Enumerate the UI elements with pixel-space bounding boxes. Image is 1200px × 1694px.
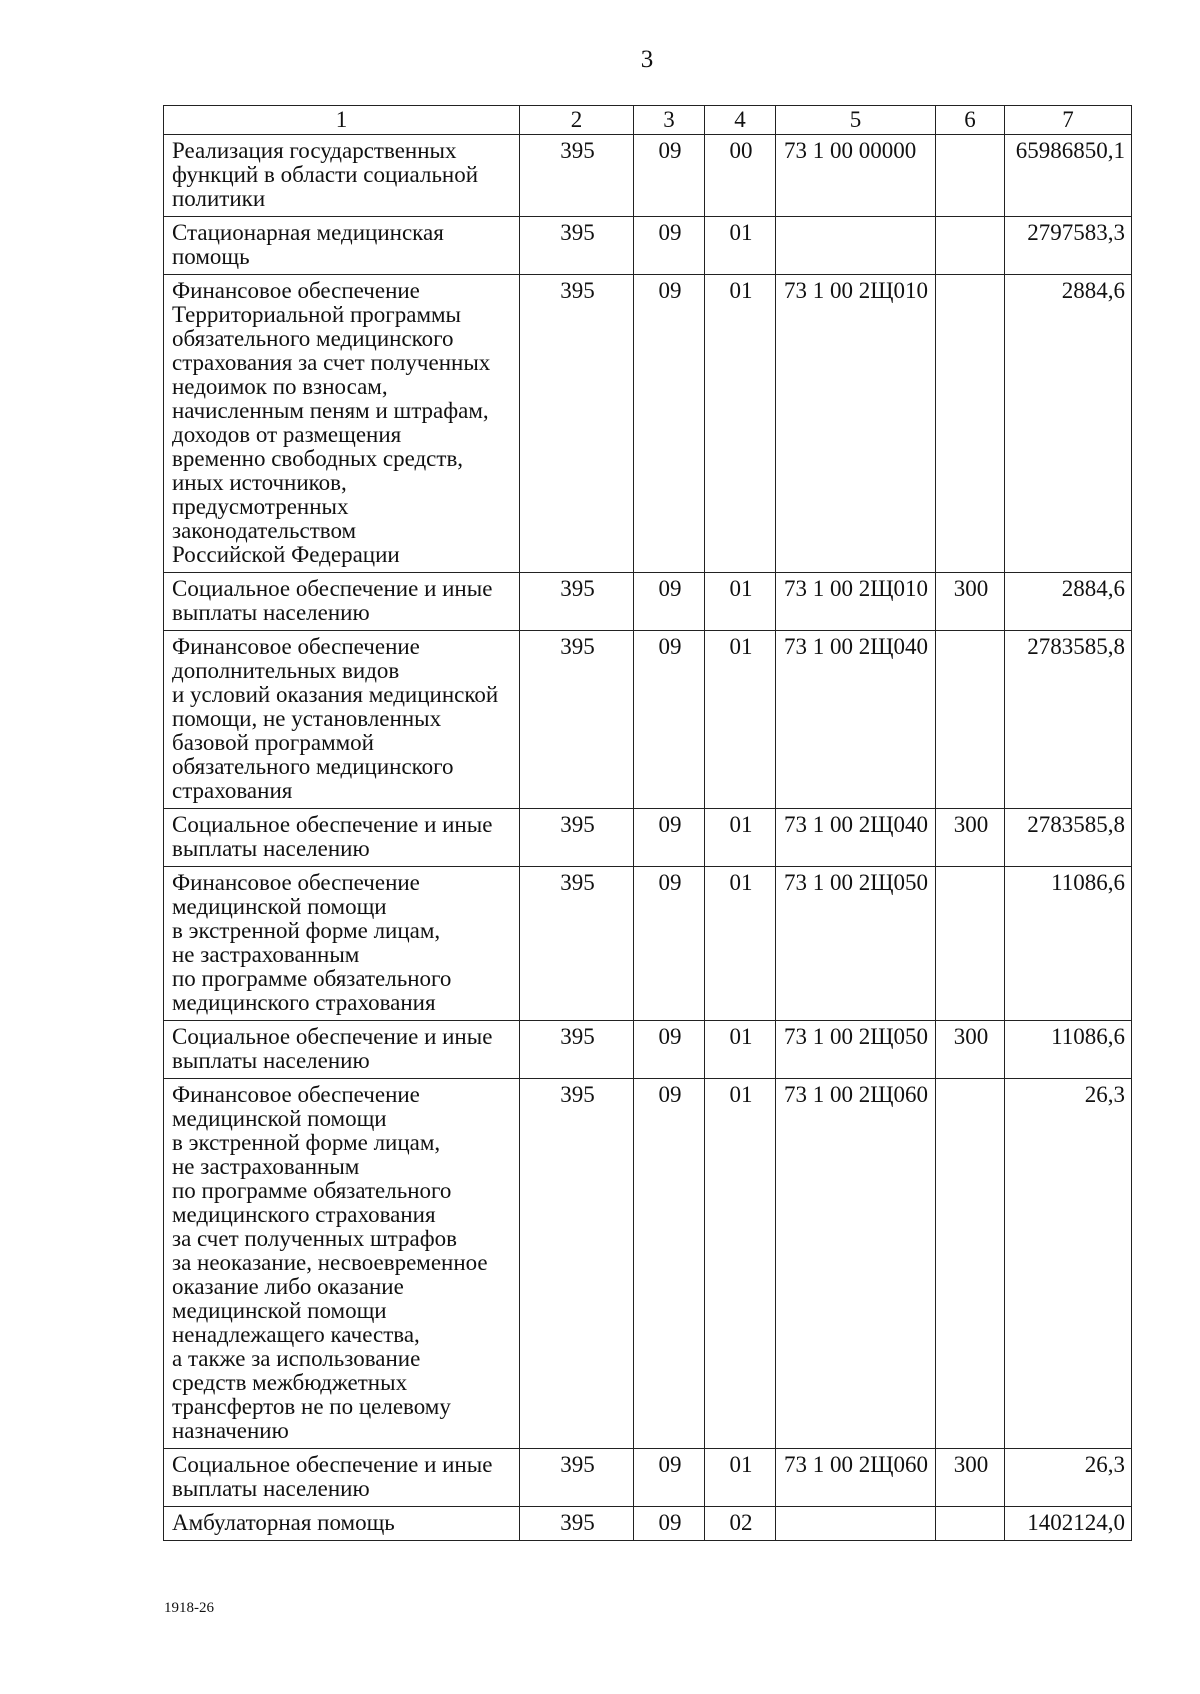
row-name-text: Финансовое обеспечение медицинской помощи в экстренной форме лицам, не застрахованным по программе обязательного медицинского страхования за счет полученных штрафов за неоказание, несвоевременное оказание либо оказание медицинской помощи ненадлежащего качества, а также за использование средств межбюджетных трансфертов не по целевому назначению [172, 1082, 488, 1443]
row-target-article-cell [776, 1507, 936, 1541]
header-col-6: 6 [936, 106, 1005, 135]
row-subsection-cell: 01 [705, 573, 776, 631]
row-name-cell [164, 217, 520, 275]
row-name-text: Финансовое обеспечение Территориальной программы обязательного медицинского страхования за счет полученных недоимок по взносам, начисленным пеням и штрафам, доходов от размещения временно свободных средств, иных источников, предусмотренных законодательством Российской Федерации [172, 278, 491, 567]
row-amount-cell: 2884,6 [1005, 573, 1132, 631]
row-admin-code-cell: 395 [520, 809, 634, 867]
row-amount-cell: 2797583,3 [1005, 217, 1132, 275]
row-section-cell: 09 [634, 631, 705, 809]
row-target-article-cell: 73 1 00 2Щ060 [776, 1079, 936, 1449]
row-subsection-cell: 01 [705, 275, 776, 573]
row-admin-code-cell: 395 [520, 1021, 634, 1079]
row-admin-code-cell: 395 [520, 217, 634, 275]
row-section-cell: 09 [634, 275, 705, 573]
row-amount-cell: 11086,6 [1005, 1021, 1132, 1079]
header-col-4: 4 [705, 106, 776, 135]
row-target-article-cell: 73 1 00 2Щ050 [776, 867, 936, 1021]
row-section-cell: 09 [634, 1079, 705, 1449]
row-section-cell: 09 [634, 1507, 705, 1541]
row-admin-code-cell: 395 [520, 573, 634, 631]
table-row [164, 135, 1132, 217]
table-row [164, 809, 1132, 867]
row-target-article-cell: 73 1 00 2Щ040 [776, 809, 936, 867]
row-expense-type-cell [936, 631, 1005, 809]
row-amount-cell: 2884,6 [1005, 275, 1132, 573]
row-target-article-cell: 73 1 00 00000 [776, 135, 936, 217]
row-amount-cell: 11086,6 [1005, 867, 1132, 1021]
row-admin-code-cell: 395 [520, 631, 634, 809]
row-name-cell [164, 1507, 520, 1541]
row-name-text: Финансовое обеспечение дополнительных видов и условий оказания медицинской помощи, не установленных базовой программой обязательного медицинского страхования [172, 634, 499, 803]
row-subsection-cell: 01 [705, 1449, 776, 1507]
row-target-article-cell: 73 1 00 2Щ010 [776, 275, 936, 573]
row-admin-code-cell: 395 [520, 275, 634, 573]
row-section-cell: 09 [634, 573, 705, 631]
table-row [164, 573, 1132, 631]
row-name-cell [164, 1079, 520, 1449]
row-amount-cell: 26,3 [1005, 1079, 1132, 1449]
row-amount-cell: 26,3 [1005, 1449, 1132, 1507]
row-name-text: Социальное обеспечение и иные выплаты населению [172, 1024, 493, 1073]
row-admin-code-cell: 395 [520, 1507, 634, 1541]
budget-table-body [164, 135, 1132, 1541]
row-expense-type-cell [936, 1507, 1005, 1541]
row-name-cell [164, 631, 520, 809]
row-name-text: Стационарная медицинская помощь [172, 220, 444, 269]
table-row [164, 631, 1132, 809]
row-section-cell: 09 [634, 1449, 705, 1507]
table-row [164, 275, 1132, 573]
row-amount-cell: 65986850,1 [1005, 135, 1132, 217]
page-number: 3 [640, 46, 654, 73]
row-expense-type-cell: 300 [936, 1449, 1005, 1507]
row-name-text: Амбулаторная помощь [172, 1510, 395, 1535]
row-expense-type-cell [936, 275, 1005, 573]
row-name-text: Социальное обеспечение и иные выплаты населению [172, 576, 493, 625]
row-subsection-cell: 01 [705, 217, 776, 275]
row-subsection-cell: 01 [705, 867, 776, 1021]
table-row [164, 1449, 1132, 1507]
row-amount-cell: 2783585,8 [1005, 809, 1132, 867]
header-col-5: 5 [776, 106, 936, 135]
row-expense-type-cell: 300 [936, 573, 1005, 631]
budget-table [163, 105, 1132, 1541]
row-name-cell [164, 809, 520, 867]
row-admin-code-cell: 395 [520, 1449, 634, 1507]
row-subsection-cell: 01 [705, 809, 776, 867]
row-subsection-cell: 00 [705, 135, 776, 217]
row-name-text: Финансовое обеспечение медицинской помощи в экстренной форме лицам, не застрахованным по программе обязательного медицинского страхования [172, 870, 452, 1015]
row-admin-code-cell: 395 [520, 867, 634, 1021]
row-section-cell: 09 [634, 217, 705, 275]
row-target-article-cell: 73 1 00 2Щ010 [776, 573, 936, 631]
row-subsection-cell: 02 [705, 1507, 776, 1541]
row-expense-type-cell [936, 867, 1005, 1021]
row-expense-type-cell: 300 [936, 809, 1005, 867]
row-target-article-cell: 73 1 00 2Щ040 [776, 631, 936, 809]
header-col-1: 1 [164, 106, 520, 135]
row-subsection-cell: 01 [705, 1021, 776, 1079]
row-name-cell [164, 275, 520, 573]
table-header-row [164, 106, 1132, 135]
row-target-article-cell [776, 217, 936, 275]
table-row [164, 1079, 1132, 1449]
table-row [164, 1021, 1132, 1079]
row-admin-code-cell: 395 [520, 135, 634, 217]
row-name-text: Социальное обеспечение и иные выплаты населению [172, 1452, 493, 1501]
row-expense-type-cell [936, 135, 1005, 217]
row-section-cell: 09 [634, 809, 705, 867]
row-subsection-cell: 01 [705, 631, 776, 809]
document-code: 1918-26 [164, 1600, 214, 1616]
row-amount-cell: 2783585,8 [1005, 631, 1132, 809]
row-expense-type-cell: 300 [936, 1021, 1005, 1079]
row-name-text: Реализация государственных функций в области социальной политики [172, 138, 479, 211]
row-section-cell: 09 [634, 1021, 705, 1079]
row-name-cell [164, 573, 520, 631]
table-row [164, 217, 1132, 275]
row-name-text: Социальное обеспечение и иные выплаты населению [172, 812, 493, 861]
row-amount-cell: 1402124,0 [1005, 1507, 1132, 1541]
row-name-cell [164, 867, 520, 1021]
header-col-7: 7 [1005, 106, 1132, 135]
row-target-article-cell: 73 1 00 2Щ060 [776, 1449, 936, 1507]
row-name-cell [164, 1021, 520, 1079]
row-section-cell: 09 [634, 867, 705, 1021]
header-col-3: 3 [634, 106, 705, 135]
row-target-article-cell: 73 1 00 2Щ050 [776, 1021, 936, 1079]
row-admin-code-cell: 395 [520, 1079, 634, 1449]
row-expense-type-cell [936, 217, 1005, 275]
table-row [164, 1507, 1132, 1541]
row-subsection-cell: 01 [705, 1079, 776, 1449]
table-row [164, 867, 1132, 1021]
row-name-cell [164, 135, 520, 217]
row-name-cell [164, 1449, 520, 1507]
row-section-cell: 09 [634, 135, 705, 217]
row-expense-type-cell [936, 1079, 1005, 1449]
header-col-2: 2 [520, 106, 634, 135]
